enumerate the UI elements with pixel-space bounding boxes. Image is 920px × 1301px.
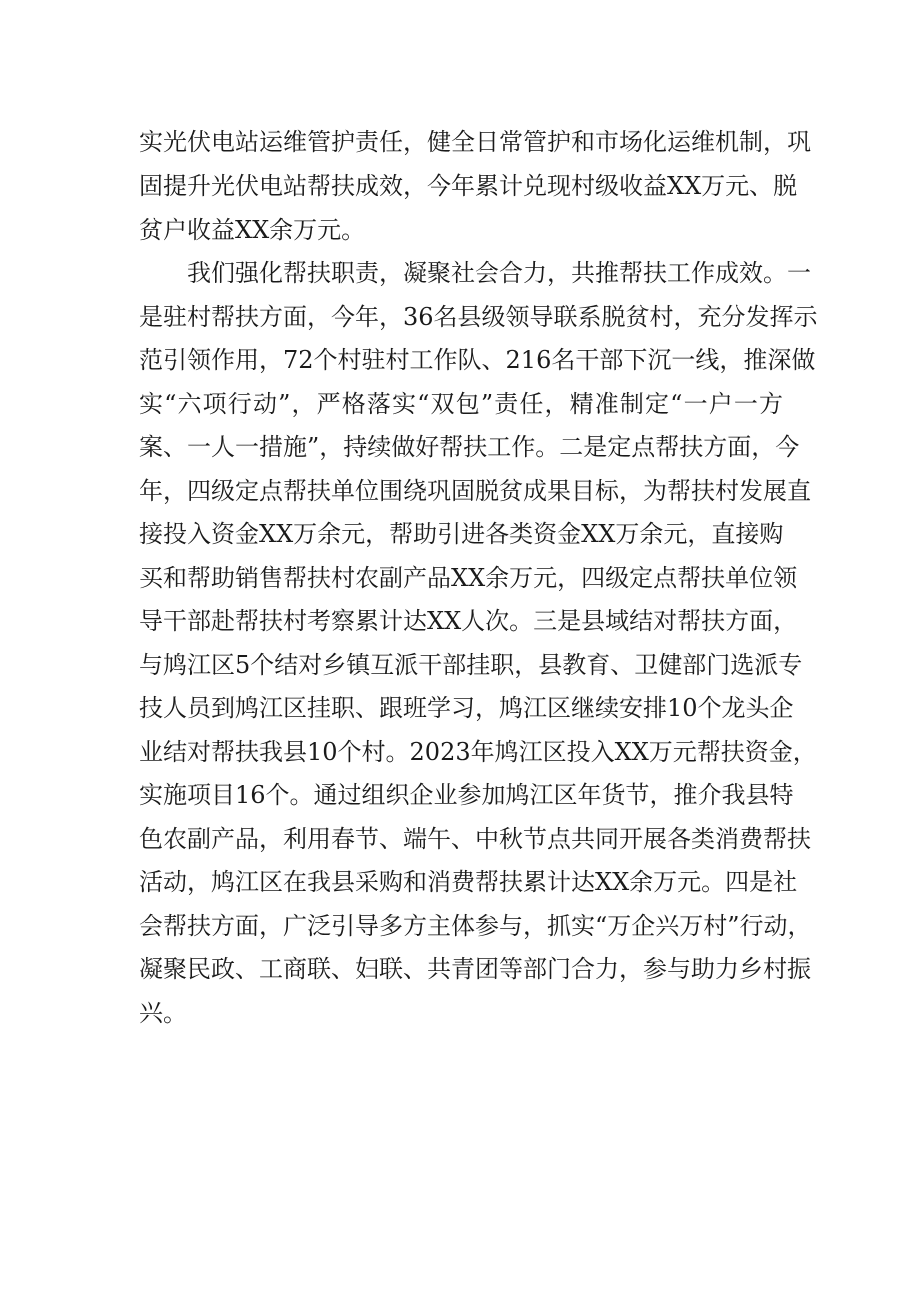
paragraph-2-line-7: 接投入资金XX万余元，帮助引进各类资金XX万余元，直接购 xyxy=(139,520,784,548)
paragraph-1-line-3: 贫户收益XX余万元。 xyxy=(139,216,366,244)
paragraph-2-line-13: 实施项目16个。通过组织企业参加鸠江区年货节，推介我县特 xyxy=(139,781,794,809)
paragraph-2-line-1: 我们强化帮扶职责，凝聚社会合力，共推帮扶工作成效。一 xyxy=(187,259,811,287)
paragraph-2-line-17: 凝聚民政、工商联、妇联、共青团等部门合力，参与助力乡村振 xyxy=(139,955,811,983)
paragraph-2-line-3: 范引领作用，72个村驻村工作队、216名干部下沉一线，推深做 xyxy=(139,346,816,374)
paragraph-2-line-2: 是驻村帮扶方面，今年，36名县级领导联系脱贫村，充分发挥示 xyxy=(139,303,818,331)
paragraph-2-line-14: 色农副产品，利用春节、端午、中秋节点共同开展各类消费帮扶 xyxy=(139,825,811,853)
paragraph-2-line-6: 年，四级定点帮扶单位围绕巩固脱贫成果目标，为帮扶村发展直 xyxy=(139,477,811,505)
paragraph-2-line-11: 技人员到鸠江区挂职、跟班学习，鸠江区继续安排10个龙头企 xyxy=(139,694,794,722)
paragraph-2-line-10: 与鸠江区5个结对乡镇互派干部挂职，县教育、卫健部门选派专 xyxy=(139,651,803,679)
paragraph-2-line-9: 导干部赴帮扶村考察累计达XX人次。三是县域结对帮扶方面， xyxy=(139,607,798,635)
paragraph-2-line-8: 买和帮助销售帮扶村农副产品XX余万元，四级定点帮扶单位领 xyxy=(139,564,798,592)
paragraph-2-line-18: 兴。 xyxy=(139,999,187,1027)
paragraph-2-line-16: 会帮扶方面，广泛引导多方主体参与，抓实“万企兴万村”行动， xyxy=(139,912,812,940)
paragraph-2-line-4: 实“六项行动”，严格落实“双包”责任，精准制定“一户一方 xyxy=(139,390,783,418)
paragraph-2-line-12: 业结对帮扶我县10个村。2023年鸠江区投入XX万元帮扶资金， xyxy=(139,738,817,766)
paragraph-2-line-5: 案、一人一措施”，持续做好帮扶工作。二是定点帮扶方面，今 xyxy=(139,433,800,461)
paragraph-1-line-1: 实光伏电站运维管护责任，健全日常管护和市场化运维机制，巩 xyxy=(139,128,811,156)
paragraph-2-line-15: 活动，鸠江区在我县采购和消费帮扶累计达XX余万元。四是社 xyxy=(139,868,798,896)
paragraph-1-line-2: 固提升光伏电站帮扶成效，今年累计兑现村级收益XX万元、脱 xyxy=(139,172,798,200)
